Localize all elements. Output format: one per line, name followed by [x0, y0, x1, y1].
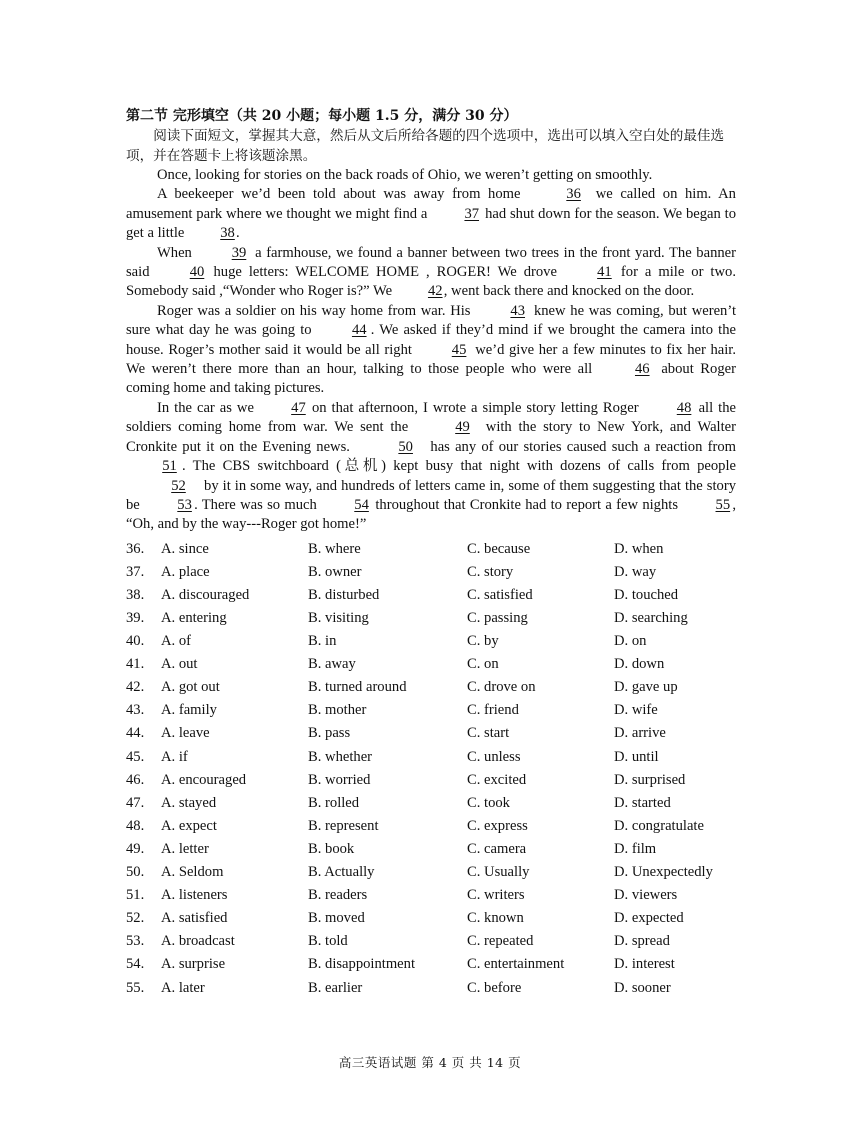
paragraph-3	[126, 244, 736, 302]
option-d: D. interest	[614, 956, 675, 973]
option-c: C. friend	[467, 702, 519, 719]
option-row	[126, 884, 736, 907]
option-c: C. passing	[467, 610, 528, 626]
blank-46: 46	[634, 361, 650, 378]
blank-43: 43	[510, 302, 526, 319]
option-c: C. entertainment	[467, 956, 565, 973]
option-d: D. gave up	[614, 679, 678, 696]
option-c: C. by	[467, 633, 499, 650]
option-c: C. camera	[467, 840, 527, 857]
question-number: 51.	[126, 887, 145, 904]
question-number: 54.	[126, 956, 145, 973]
option-b: B. moved	[308, 910, 365, 927]
passage-text: for a mile or two. Somebody said ,“Wonder who Roger is?” We	[126, 264, 736, 300]
option-row	[126, 953, 736, 976]
option-row	[126, 977, 736, 1000]
option-b: B. pass	[308, 725, 351, 742]
option-b: B. represent	[308, 817, 379, 834]
blank-41: 41	[597, 264, 612, 281]
option-row	[126, 861, 736, 884]
blank-39: 39	[231, 244, 247, 261]
option-d: D. viewers	[614, 887, 678, 904]
option-d: D. arrive	[614, 725, 666, 742]
blank-47: 47	[291, 399, 306, 416]
option-c: C. start	[467, 725, 510, 742]
passage-text: Roger was a soldier on his way home from war. His	[157, 302, 471, 319]
question-number: 45.	[126, 748, 145, 765]
option-row	[126, 630, 736, 653]
option-a: A. encouraged	[161, 771, 247, 788]
question-number: 47.	[126, 794, 145, 811]
option-b: B. rolled	[308, 794, 360, 811]
option-c: C. drove on	[467, 679, 536, 696]
option-b: B. whether	[308, 748, 373, 765]
paragraph-1	[126, 166, 736, 185]
passage-text: has any of our stories caused such a reaction from	[430, 438, 736, 455]
option-a: A. expect	[161, 817, 217, 834]
option-d: D. way	[614, 563, 657, 580]
cloze-section	[126, 106, 736, 1000]
passage-text: about Roger coming home and taking pictures.	[126, 361, 736, 397]
option-a: A. discouraged	[161, 586, 250, 603]
blank-52: 52	[171, 477, 186, 494]
option-c: C. Usually	[467, 864, 530, 881]
option-b: B. where	[308, 540, 361, 557]
section-heading: 第二节 完形填空（共 20 小题；每小题 1.5 分，满分 30 分）	[126, 108, 518, 124]
option-c: C. story	[467, 563, 514, 580]
passage-text: we called on him. An amusement park where we thought we might find a	[126, 186, 736, 222]
blank-55: 55	[715, 496, 731, 513]
blank-44: 44	[351, 322, 367, 339]
option-b: B. away	[308, 656, 356, 673]
option-d: D. sooner	[614, 979, 671, 996]
option-row	[126, 722, 736, 745]
option-row	[126, 653, 736, 676]
question-number: 53.	[126, 933, 145, 950]
question-number: 36.	[126, 540, 145, 557]
option-row	[126, 607, 736, 630]
blank-37: 37	[464, 205, 480, 222]
passage-text: had shut down for the season. We began to get a little	[126, 205, 736, 242]
blank-54: 54	[354, 496, 369, 513]
option-c: C. writers	[467, 887, 525, 904]
page-footer: 高三英语试题 第 4 页 共 14 页	[338, 1055, 522, 1070]
blank-38: 38	[220, 225, 235, 242]
passage-text: knew he was coming, but weren’t sure what day he was going to	[126, 302, 737, 339]
passage-text: . The CBS switchboard (总机) kept busy that night with dozens of calls from people	[182, 458, 736, 475]
option-a: A. surprise	[161, 956, 226, 973]
passage-text: with the story to New York, and Walter Cronkite put it on the Evening news.	[126, 419, 736, 455]
option-d: D. down	[614, 656, 665, 673]
paragraph-2	[126, 185, 736, 243]
passage-text: a farmhouse, we found a banner between two trees in the front yard. The banner said	[126, 244, 736, 281]
passage-text: all the soldiers coming home from war. We sent the	[126, 399, 736, 436]
option-a: A. later	[161, 979, 205, 996]
question-number: 52.	[126, 910, 145, 927]
option-b: B. in	[308, 633, 337, 650]
blank-40: 40	[189, 264, 205, 281]
option-row	[126, 930, 736, 953]
option-b: B. owner	[308, 563, 362, 580]
passage-text: huge letters: WELCOME HOME , ROGER! We drove	[213, 264, 557, 281]
option-c: C. express	[467, 817, 528, 834]
passage-text: When	[157, 244, 192, 261]
blank-50: 50	[398, 438, 413, 455]
option-row	[126, 561, 736, 584]
option-a: A. out	[161, 656, 198, 673]
option-b: B. mother	[308, 702, 367, 719]
option-b: B. worried	[308, 771, 371, 788]
question-number: 39.	[126, 610, 145, 626]
option-d: D. searching	[614, 610, 688, 626]
option-d: D. surprised	[614, 771, 686, 788]
option-row	[126, 584, 736, 607]
option-c: C. on	[467, 656, 499, 673]
passage-text: on that afternoon, I wrote a simple story letting Roger	[311, 399, 639, 416]
question-number: 48.	[126, 817, 145, 834]
blank-48: 48	[676, 399, 692, 416]
option-b: B. earlier	[308, 979, 363, 996]
option-b: B. book	[308, 840, 355, 857]
paragraph-4	[126, 302, 736, 399]
question-number: 43.	[126, 702, 145, 719]
option-a: A. if	[161, 748, 188, 765]
passage-text: A beekeeper we’d been told about was away from home	[157, 186, 521, 203]
passage-text: .	[236, 225, 240, 242]
option-a: A. family	[161, 702, 217, 719]
question-number: 46.	[126, 771, 145, 788]
instructions: 阅读下面短文，掌握其大意，然后从文后所给各题的四个选项中，选出可以填入空白处的最佳选项，并在答题卡上将该题涂黑。	[126, 128, 725, 164]
option-d: D. congratulate	[614, 817, 704, 834]
option-a: A. Seldom	[161, 864, 224, 881]
option-c: C. repeated	[467, 933, 534, 950]
question-number: 55.	[126, 979, 145, 996]
option-a: A. since	[161, 540, 209, 557]
option-b: B. Actually	[308, 864, 375, 881]
passage-text: . There was so much	[194, 496, 317, 513]
option-d: D. wife	[614, 702, 658, 719]
passage-text: throughout that Cronkite had to report a few nights	[375, 496, 679, 513]
question-number: 37.	[126, 563, 145, 580]
question-number: 40.	[126, 633, 145, 650]
option-a: A. satisfied	[161, 910, 228, 927]
option-a: A. leave	[161, 725, 210, 742]
passage-text: . We asked if they’d mind if we brought the camera into the house. Roger’s mother said it would be all right	[126, 322, 736, 358]
option-d: D. film	[614, 840, 657, 857]
blank-49: 49	[455, 419, 470, 436]
option-b: B. disturbed	[308, 586, 380, 603]
option-c: C. known	[467, 910, 524, 927]
question-number: 41.	[126, 656, 145, 673]
passage-text: , went back there and knocked on the door.	[443, 283, 695, 300]
option-d: D. until	[614, 748, 659, 765]
option-b: B. told	[308, 933, 348, 950]
passage	[126, 166, 736, 535]
option-c: C. because	[467, 540, 531, 557]
option-d: D. on	[614, 633, 647, 650]
option-c: C. excited	[467, 771, 527, 788]
question-number: 49.	[126, 840, 145, 857]
option-d: D. touched	[614, 586, 679, 603]
passage-text: by it in some way, and hundreds of letters came in, some of them suggesting that the story be	[126, 477, 736, 513]
paragraph-5	[126, 399, 736, 535]
passage-text: Once, looking for stories on the back roads of Ohio, we weren’t getting on smoothly.	[157, 167, 653, 183]
option-b: B. visiting	[308, 610, 369, 626]
option-c: C. satisfied	[467, 586, 533, 603]
option-c: C. unless	[467, 748, 521, 765]
passage-text: In the car as we	[157, 399, 254, 416]
option-row	[126, 676, 736, 699]
option-d: D. Unexpectedly	[614, 864, 713, 881]
option-row	[126, 769, 736, 792]
option-a: A. listeners	[161, 887, 228, 904]
option-a: A. broadcast	[161, 933, 235, 950]
option-row	[126, 538, 736, 561]
option-b: B. disappointment	[308, 956, 416, 973]
question-number: 50.	[126, 864, 145, 881]
blank-53: 53	[177, 496, 192, 513]
option-d: D. spread	[614, 933, 670, 950]
question-number: 42.	[126, 679, 145, 696]
option-row	[126, 746, 736, 769]
blank-45: 45	[451, 341, 467, 358]
option-a: A. of	[161, 633, 191, 650]
option-d: D. when	[614, 540, 664, 557]
option-d: D. started	[614, 794, 671, 811]
option-row	[126, 838, 736, 861]
option-a: A. entering	[161, 610, 227, 626]
option-b: B. turned around	[308, 679, 407, 696]
option-d: D. expected	[614, 910, 684, 927]
blank-36: 36	[566, 186, 581, 203]
option-a: A. got out	[161, 679, 220, 696]
answer-options	[126, 538, 736, 1000]
option-a: A. letter	[161, 840, 209, 857]
option-a: A. stayed	[161, 794, 217, 811]
option-row	[126, 815, 736, 838]
option-row	[126, 699, 736, 722]
blank-51: 51	[162, 458, 177, 475]
option-b: B. readers	[308, 887, 368, 904]
passage-text: , “Oh, and by the way---Roger got home!”	[126, 496, 736, 533]
question-number: 44.	[126, 725, 145, 742]
option-row	[126, 792, 736, 815]
blank-42: 42	[427, 283, 443, 300]
question-number: 38.	[126, 586, 145, 603]
option-a: A. place	[161, 563, 210, 580]
option-c: C. before	[467, 979, 522, 996]
option-c: C. took	[467, 794, 510, 811]
passage-text: we’d give her a few minutes to fix her hair. We weren’t there more than an hour, talking to those people who were all	[126, 341, 736, 378]
option-row	[126, 907, 736, 930]
